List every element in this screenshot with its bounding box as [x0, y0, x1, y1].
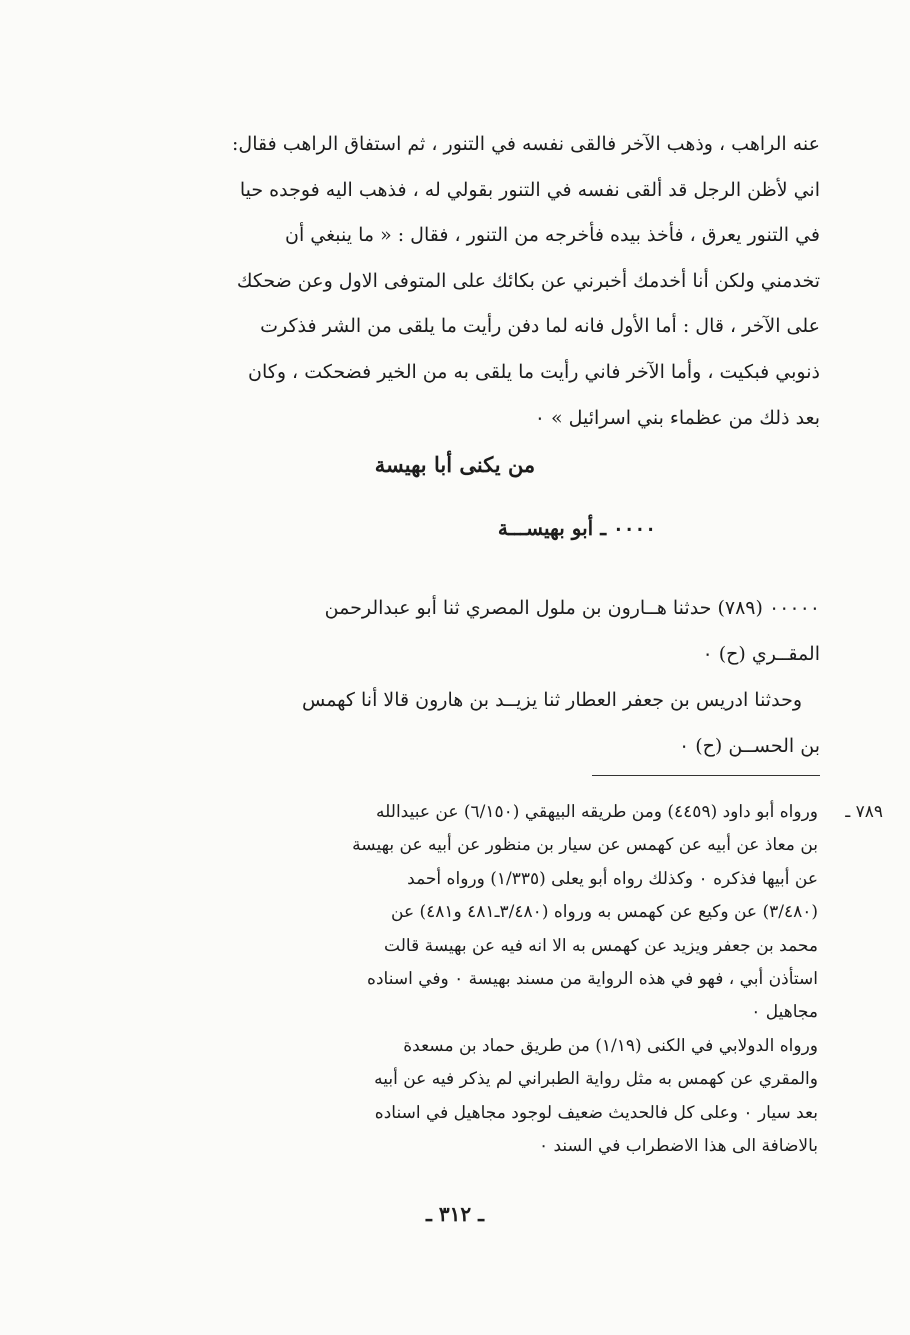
footnote-line: استأذن أبي ، فهو في هذه الرواية من مسند بهيسة ٠ وفي اسناده	[367, 969, 818, 990]
main-text-block	[92, 122, 820, 441]
entry-heading: ٠٠٠٠ ـ أبو بهيســـة	[497, 516, 656, 540]
footnote-line: بن معاذ عن أبيه عن كهمس عن سيار بن منظور عن أبيه عن بهيسة	[352, 835, 818, 856]
text-line: اني لأظن الرجل قد ألقى نفسه في التنور بقولي له ، فذهب اليه فوجده حيا	[239, 178, 820, 201]
text-line: على الآخر ، قال : أما الأول فانه لما دفن رأيت ما يلقى من الشر فذكرت	[260, 315, 820, 338]
footnote-divider	[592, 775, 820, 776]
footnote-number: ٧٨٩ ـ	[845, 802, 883, 822]
hadith-line: المقــري (ح) ٠	[702, 643, 820, 665]
footnote-line: مجاهيل ٠	[751, 1002, 818, 1023]
text-line: بعد ذلك من عظماء بني اسرائيل » ٠	[534, 406, 820, 429]
text-line: ذنوبي فبكيت ، وأما الآخر فاني رأيت ما يلقى به من الخير فضحكت ، وكان	[248, 360, 820, 383]
footnote-line: والمقري عن كهمس به مثل رواية الطبراني لم يذكر فيه عن أبيه	[374, 1069, 818, 1090]
hadith-line: وحدثنا ادريس بن جعفر العطار ثنا يزيــد بن هارون قالا أنا كهمس	[301, 689, 802, 711]
footnote-line: ورواه الدولابي في الكنى (١/١٩) من طريق حماد بن مسعدة	[403, 1035, 818, 1056]
hadith-line: ٠٠٠٠٠ (٧٨٩) حدثنا هــارون بن ملول المصري ثنا أبو عبدالرحمن	[324, 597, 820, 619]
text-line: عنه الراهب ، وذهب الآخر فالقى نفسه في التنور ، ثم استفاق الراهب فقال:	[232, 133, 820, 155]
footnote-line: عن أبيها فذكره ٠ وكذلك رواه أبو يعلى (١/٣٣٥) ورواه أحمد	[407, 868, 818, 889]
footnote-block	[178, 796, 883, 1163]
section-heading: من يكنى أبا بهيسة	[374, 452, 536, 477]
footnote-line: بالاضافة الى هذا الاضطراب في السند ٠	[538, 1136, 818, 1157]
page-number: ـ ٣١٢ ـ	[426, 1202, 484, 1226]
footnote-line: بعد سيار ٠ وعلى كل فالحديث ضعيف لوجود مجاهيل في اسناده	[374, 1102, 818, 1123]
footnote-line: (٣/٤٨٠) عن وكيع عن كهمس به ورواه (٣/٤٨٠ـ٤٨١ و٤٨١) عن	[391, 902, 818, 923]
text-line: تخدمني ولكن أنا أخدمك أخبرني عن بكائك على المتوفى الاول وعن ضحكك	[236, 269, 820, 292]
hadith-chain-block	[92, 585, 820, 769]
footnote-line: محمد بن جعفر ويزيد عن كهمس به الا انه فيه عن بهيسة قالت	[384, 935, 818, 956]
footnote-line: ورواه أبو داود (٤٤٥٩) ومن طريقه البيهقي (٦/١٥٠) عن عبيدالله	[376, 802, 818, 822]
hadith-line: بن الحســن (ح) ٠	[678, 735, 820, 757]
text-line: في التنور يعرق ، فأخذ بيده فأخرجه من التنور ، فقال : « ما ينبغي أن	[285, 224, 820, 247]
